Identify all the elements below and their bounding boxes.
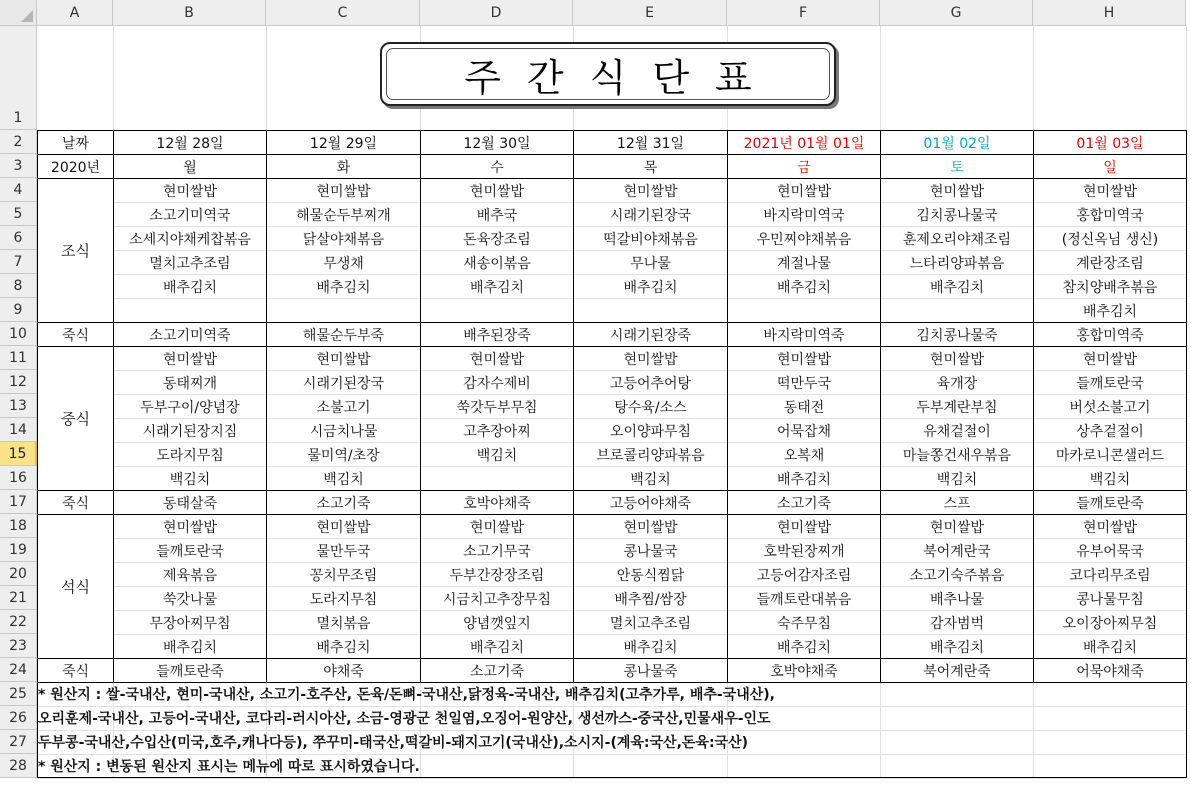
menu-item[interactable]: 들깨토란국 [156, 543, 224, 560]
porridge-item[interactable]: 야채죽 [266, 658, 421, 683]
menu-item[interactable]: 현미쌀밥 [469, 183, 525, 200]
row-header-16[interactable]: 16 [0, 466, 37, 490]
menu-item[interactable]: 멸치고추조림 [609, 615, 692, 632]
menu-item[interactable]: 돈육장조림 [463, 231, 531, 248]
menu-item[interactable]: 콩나물무침 [1076, 591, 1144, 608]
row-header-2[interactable]: 2 [0, 130, 37, 154]
origin-note[interactable]: 오리훈제-국내산, 고등어-국내산, 코다리-러시아산, 소금-영광군 천일염,오징어-원양산, 생선까스-중국산,민물새우-인도 [38, 711, 771, 727]
menu-item[interactable]: 현미쌀밥 [623, 351, 678, 368]
column-header-G[interactable]: G [880, 0, 1033, 26]
menu-item[interactable]: 배추김치 [316, 279, 371, 296]
porridge-item[interactable]: 소고기죽 [266, 490, 421, 515]
menu-item[interactable]: 양념깻잎지 [463, 615, 531, 632]
menu-item[interactable]: 마카로니콘샐러드 [1055, 447, 1165, 464]
menu-item[interactable]: 배추김치 [162, 639, 218, 656]
menu-item[interactable]: 소고기숙주볶음 [909, 567, 1005, 584]
menu-item[interactable]: 시래기된장국 [609, 207, 692, 224]
date-cell[interactable]: 12월 29일 [266, 130, 421, 155]
menu-item[interactable]: 오복채 [783, 447, 825, 464]
date-cell[interactable]: 01월 02일 [880, 130, 1034, 155]
meal-label-porridge[interactable]: 죽식 [37, 658, 114, 683]
menu-item[interactable]: 계란장조림 [1076, 255, 1144, 272]
menu-item[interactable]: 배추김치 [162, 279, 218, 296]
menu-item[interactable]: 동태전 [783, 399, 825, 416]
porridge-item[interactable]: 호박야채죽 [420, 490, 574, 515]
row-header-3[interactable]: 3 [0, 154, 37, 178]
menu-item[interactable]: 배추김치 [776, 471, 832, 488]
menu-item[interactable]: 물만두국 [316, 543, 371, 560]
menu-item[interactable]: 멸치고추조림 [149, 255, 231, 272]
day-cell[interactable]: 목 [573, 154, 728, 179]
menu-item[interactable]: 배추김치 [623, 639, 678, 656]
day-cell[interactable]: 수 [420, 154, 574, 179]
meal-label-porridge[interactable]: 죽식 [37, 322, 114, 347]
meal-label-breakfast[interactable]: 조식 [37, 178, 114, 323]
menu-item[interactable]: 현미쌀밥 [776, 183, 832, 200]
menu-item[interactable]: 현미쌀밥 [162, 351, 218, 368]
column-header-H[interactable]: H [1033, 0, 1186, 26]
porridge-item[interactable]: 소고기죽 [727, 490, 881, 515]
date-cell[interactable]: 12월 31일 [573, 130, 728, 155]
menu-item[interactable]: 현미쌀밥 [776, 351, 832, 368]
menu-item[interactable]: 콩나물국 [623, 543, 678, 560]
menu-item[interactable]: 현미쌀밥 [469, 519, 525, 536]
origin-note[interactable]: 두부콩-국내산,수입산(미국,호주,캐나다등), 쭈꾸미-태국산,떡갈비-돼지고기(국내산),소시지-(계육:국산,돈육:국산) [38, 735, 748, 751]
menu-item[interactable]: 백김치 [936, 471, 978, 488]
day-cell[interactable]: 화 [266, 154, 421, 179]
menu-item[interactable]: 배추김치 [776, 639, 832, 656]
column-header-B[interactable]: B [113, 0, 266, 26]
menu-item[interactable]: 고추장아찌 [463, 423, 531, 440]
date-cell[interactable]: 12월 30일 [420, 130, 574, 155]
row-header-4[interactable]: 4 [0, 178, 37, 202]
porridge-item[interactable]: 소고기미역죽 [113, 322, 267, 347]
menu-item[interactable]: 홍합미역국 [1076, 207, 1144, 224]
menu-item[interactable]: 숙주무침 [776, 615, 832, 632]
row-header-11[interactable]: 11 [0, 346, 37, 370]
menu-item[interactable]: 탕수육/소스 [614, 399, 687, 416]
menu-item[interactable]: 배추국 [476, 207, 518, 224]
menu-item[interactable]: 우민찌야채볶음 [756, 231, 852, 248]
menu-item[interactable]: 현미쌀밥 [1082, 351, 1138, 368]
menu-item[interactable]: 감자범벅 [929, 615, 985, 632]
porridge-item[interactable]: 스프 [880, 490, 1034, 515]
menu-item[interactable]: 들깨토란대볶음 [756, 591, 852, 608]
menu-item[interactable]: 유채겉절이 [923, 423, 991, 440]
menu-item[interactable]: 마늘쫑건새우볶음 [902, 447, 1012, 464]
menu-item[interactable]: 배추김치 [316, 639, 371, 656]
row-header-20[interactable]: 20 [0, 562, 37, 586]
menu-item[interactable]: 현미쌀밥 [929, 519, 985, 536]
row-header-22[interactable]: 22 [0, 610, 37, 634]
meal-label-lunch[interactable]: 중식 [37, 346, 114, 491]
row-header-12[interactable]: 12 [0, 370, 37, 394]
menu-item[interactable]: 바지락미역국 [763, 207, 845, 224]
page-title: 주간식단표 [380, 42, 836, 106]
row-header-23[interactable]: 23 [0, 634, 37, 658]
menu-item[interactable]: 오이장아찌무침 [1062, 615, 1158, 632]
day-cell[interactable]: 월 [113, 154, 267, 179]
menu-item[interactable]: 소고기미역국 [149, 207, 231, 224]
date-cell[interactable]: 01월 03일 [1033, 130, 1187, 155]
row-header-9[interactable]: 9 [0, 298, 37, 322]
menu-item[interactable]: 훈제오리야채조림 [902, 231, 1012, 248]
menu-item[interactable]: 현미쌀밥 [776, 519, 832, 536]
menu-item[interactable]: 현미쌀밥 [316, 183, 371, 200]
notes-border [37, 682, 1187, 778]
porridge-item[interactable]: 콩나물죽 [573, 658, 728, 683]
porridge-item[interactable]: 배추된장죽 [420, 322, 574, 347]
menu-item[interactable]: 시래기된장국 [302, 375, 385, 392]
menu-item[interactable] [420, 466, 574, 491]
menu-item[interactable]: 두부간장장조림 [449, 567, 545, 584]
menu-item[interactable]: 두부계란부침 [916, 399, 998, 416]
porridge-item[interactable]: 해물순두부죽 [266, 322, 421, 347]
menu-item[interactable]: 떡만두국 [776, 375, 832, 392]
menu-item[interactable]: 현미쌀밥 [1082, 519, 1138, 536]
menu-item[interactable]: 북어계란국 [923, 543, 991, 560]
porridge-item[interactable]: 동태살죽 [113, 490, 267, 515]
menu-item[interactable]: 쑥갓두부무침 [456, 399, 538, 416]
menu-item[interactable]: 소고기무국 [463, 543, 531, 560]
menu-item[interactable]: 동태찌개 [162, 375, 218, 392]
origin-note[interactable]: * 원산지 : 변동된 원산지 표시는 메뉴에 따로 표시하였습니다. [38, 759, 420, 775]
menu-item[interactable]: 새송이볶음 [463, 255, 531, 272]
menu-item[interactable]: 현미쌀밥 [1082, 183, 1138, 200]
porridge-item[interactable]: 들깨토란죽 [113, 658, 267, 683]
menu-item[interactable]: 현미쌀밥 [623, 519, 678, 536]
menu-item[interactable]: 현미쌀밥 [316, 519, 371, 536]
row-header-15[interactable]: 15 [0, 442, 37, 466]
menu-item[interactable]: 배추김치 [929, 639, 985, 656]
menu-item[interactable]: 브로콜리양파볶음 [596, 447, 705, 464]
menu-item[interactable]: 닭살야채볶음 [302, 231, 385, 248]
meal-label-dinner[interactable]: 석식 [37, 514, 114, 659]
column-header-D[interactable]: D [420, 0, 573, 26]
menu-item[interactable]: 배추김치 [623, 279, 678, 296]
column-header-A[interactable]: A [37, 0, 113, 26]
menu-item[interactable] [573, 298, 728, 323]
row-header-13[interactable]: 13 [0, 394, 37, 418]
menu-item[interactable]: 현미쌀밥 [162, 519, 218, 536]
menu-item[interactable]: 참치양배추볶음 [1062, 279, 1158, 296]
menu-item[interactable]: 느타리양파볶음 [909, 255, 1005, 272]
porridge-item[interactable]: 어묵야채죽 [1033, 658, 1187, 683]
date-cell[interactable]: 12월 28일 [113, 130, 267, 155]
menu-item[interactable]: 무장아찌무침 [149, 615, 231, 632]
row-header-19[interactable]: 19 [0, 538, 37, 562]
menu-item[interactable]: 배추김치 [1082, 303, 1138, 320]
day-cell[interactable]: 토 [880, 154, 1034, 179]
menu-item[interactable]: 배추김치 [1082, 639, 1138, 656]
menu-item[interactable]: 배추찜/쌈장 [614, 591, 687, 608]
menu-item[interactable]: 오이양파무침 [609, 423, 692, 440]
menu-item[interactable]: 현미쌀밥 [623, 183, 678, 200]
row-header-28[interactable]: 28 [0, 754, 37, 778]
row-header-7[interactable]: 7 [0, 250, 37, 274]
porridge-item[interactable]: 들깨토란죽 [1033, 490, 1187, 515]
porridge-item[interactable]: 바지락미역죽 [727, 322, 881, 347]
menu-item[interactable]: 백김치 [323, 471, 364, 488]
menu-item[interactable]: 시금치나물 [309, 423, 378, 440]
porridge-item[interactable]: 호박야채죽 [727, 658, 881, 683]
origin-note[interactable]: * 원산지 : 쌀-국내산, 현미-국내산, 소고기-호주산, 돈육/돈뼈-국내산,닭정육-국내산, 배추김치(고추가루, 배추-국내산), [38, 687, 775, 703]
date-cell[interactable]: 2021년 01월 01일 [727, 130, 881, 155]
row-header-25[interactable]: 25 [0, 682, 37, 706]
menu-item[interactable]: 물미역/초장 [307, 447, 380, 464]
menu-item[interactable] [266, 298, 421, 323]
menu-item[interactable]: 육개장 [936, 375, 978, 392]
menu-item[interactable]: 백김치 [630, 471, 671, 488]
menu-item[interactable] [420, 298, 574, 323]
menu-item[interactable] [113, 298, 267, 323]
menu-item[interactable]: 도라지무침 [156, 447, 224, 464]
menu-item[interactable]: 배추김치 [776, 279, 832, 296]
menu-item[interactable]: 코다리무조림 [1069, 567, 1151, 584]
menu-item[interactable]: 버섯소불고기 [1069, 399, 1151, 416]
menu-item[interactable]: 떡갈비야채볶음 [603, 231, 698, 248]
menu-item[interactable]: 소불고기 [316, 399, 371, 416]
menu-item[interactable] [880, 298, 1034, 323]
menu-item[interactable]: 고등어추어탕 [609, 375, 692, 392]
menu-item[interactable]: 멸치볶음 [316, 615, 371, 632]
day-cell[interactable]: 일 [1033, 154, 1187, 179]
row-header-18[interactable]: 18 [0, 514, 37, 538]
menu-item[interactable]: 어묵잡채 [776, 423, 832, 440]
row-header-21[interactable]: 21 [0, 586, 37, 610]
menu-item[interactable]: 백김치 [1089, 471, 1131, 488]
porridge-item[interactable]: 김치콩나물죽 [880, 322, 1034, 347]
row-header-5[interactable]: 5 [0, 202, 37, 226]
menu-item[interactable]: 소세지야채케찹볶음 [129, 231, 251, 248]
porridge-item[interactable]: 소고기죽 [420, 658, 574, 683]
column-header-C[interactable]: C [266, 0, 420, 26]
row-header-27[interactable]: 27 [0, 730, 37, 754]
select-all-corner[interactable] [0, 0, 37, 26]
row-header-8[interactable]: 8 [0, 274, 37, 298]
porridge-item[interactable]: 시래기된장죽 [573, 322, 728, 347]
meal-label-porridge[interactable]: 죽식 [37, 490, 114, 515]
menu-item[interactable]: 감자수제비 [463, 375, 531, 392]
row-header-1[interactable]: 1 [0, 26, 37, 130]
menu-item[interactable]: 무나물 [630, 255, 671, 272]
row-header-10[interactable]: 10 [0, 322, 37, 346]
menu-item[interactable]: 해물순두부찌개 [296, 207, 391, 224]
menu-item[interactable]: 백김치 [476, 447, 518, 464]
menu-item[interactable]: 꽁치무조림 [309, 567, 378, 584]
menu-item[interactable]: 배추김치 [469, 639, 525, 656]
year-label-cell[interactable]: 2020년 [37, 154, 114, 179]
menu-item[interactable]: 현미쌀밥 [929, 351, 985, 368]
menu-item[interactable]: (정신옥님 생신) [1061, 231, 1159, 248]
menu-item[interactable]: 김치콩나물국 [916, 207, 998, 224]
menu-item[interactable]: 도라지무침 [309, 591, 378, 608]
porridge-item[interactable]: 홍합미역죽 [1033, 322, 1187, 347]
menu-item[interactable]: 상추겉절이 [1076, 423, 1144, 440]
menu-item[interactable]: 배추나물 [929, 591, 985, 608]
menu-item[interactable]: 현미쌀밥 [162, 183, 218, 200]
column-header-E[interactable]: E [573, 0, 727, 26]
row-header-24[interactable]: 24 [0, 658, 37, 682]
menu-item[interactable]: 계절나물 [776, 255, 832, 272]
date-label-cell[interactable]: 날짜 [37, 130, 114, 155]
menu-item[interactable]: 백김치 [169, 471, 211, 488]
row-header-6[interactable]: 6 [0, 226, 37, 250]
column-header-F[interactable]: F [727, 0, 880, 26]
day-cell[interactable]: 금 [727, 154, 881, 179]
gridline [37, 778, 1186, 779]
row-header-17[interactable]: 17 [0, 490, 37, 514]
menu-item[interactable]: 시금치고추장무침 [442, 591, 552, 608]
menu-item[interactable]: 배추김치 [469, 279, 525, 296]
menu-item[interactable]: 배추김치 [929, 279, 985, 296]
menu-item[interactable]: 호박된장찌개 [763, 543, 845, 560]
menu-item[interactable]: 현미쌀밥 [929, 183, 985, 200]
menu-item[interactable]: 현미쌀밥 [469, 351, 525, 368]
menu-item[interactable]: 제육볶음 [162, 567, 218, 584]
porridge-item[interactable]: 고등어야채죽 [573, 490, 728, 515]
menu-item[interactable]: 들깨토란국 [1076, 375, 1144, 392]
menu-item[interactable]: 시래기된장지짐 [142, 423, 238, 440]
menu-item[interactable] [727, 298, 881, 323]
menu-item[interactable]: 유부어묵국 [1076, 543, 1144, 560]
menu-item[interactable]: 현미쌀밥 [316, 351, 371, 368]
menu-item[interactable]: 안동식찜닭 [616, 567, 685, 584]
menu-item[interactable]: 쑥갓나물 [162, 591, 218, 608]
menu-item[interactable]: 무생채 [323, 255, 364, 272]
menu-item[interactable]: 고등어감자조림 [756, 567, 852, 584]
row-header-14[interactable]: 14 [0, 418, 37, 442]
porridge-item[interactable]: 북어계란죽 [880, 658, 1034, 683]
menu-item[interactable]: 두부구이/양념장 [140, 399, 240, 416]
row-header-26[interactable]: 26 [0, 706, 37, 730]
